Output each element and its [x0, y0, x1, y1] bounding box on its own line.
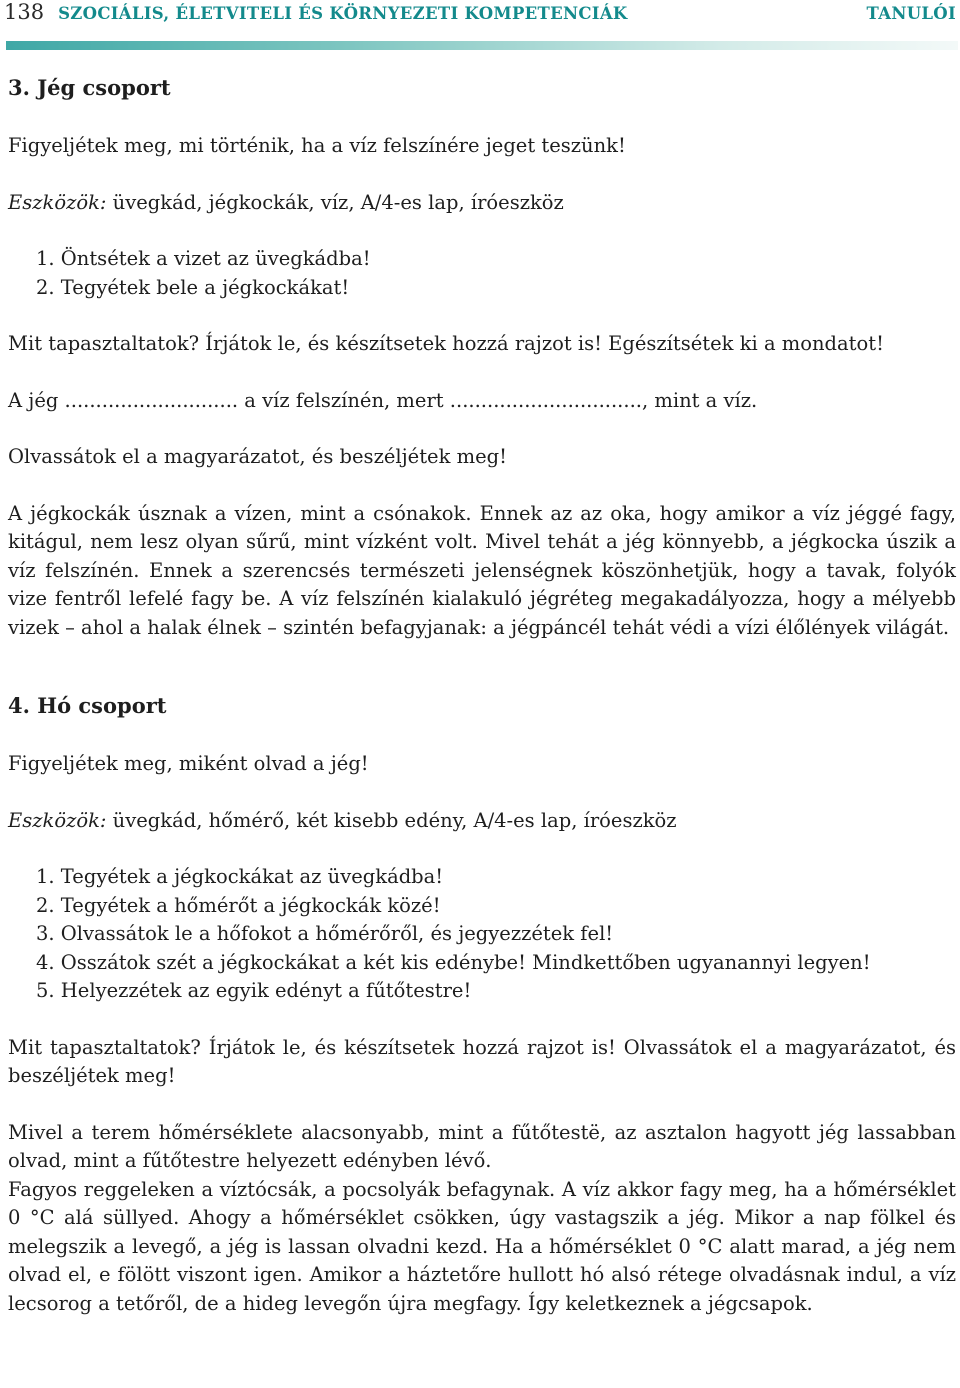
section-3-explanation: A jégkockák úsznak a vízen, mint a csónakok. Ennek az az oka, hogy amikor a víz jéggé fagy, kitágul, nem lesz olyan sűrű, mint vízként volt. Mivel tehát a jég könnyebb, a jégkocka úszik a víz felszínén. Ennek a szerencsés természeti jelenségnek köszönhetjük, hogy a tavak, folyók vize fentről lefelé fagy be. A víz felszínén kialakuló jégréteg megakadályozza, hogy a mélyebb vizek – ahol a halak élnek – szintén befagyjanak: a jégpáncél tehát védi a vízi élőlények világát. — [8, 501, 956, 639]
section-3-question: Mit tapasztaltatok? Írjátok le, és készítsetek hozzá rajzot is! Egészítsétek ki a mondatot! — [8, 332, 884, 355]
list-item: 2. Tegyétek bele a jégkockákat! — [36, 275, 350, 299]
section-4-tools — [8, 807, 956, 836]
fill-in-sentence: A jég ............................ a víz felszínén, mert ..............................., mint a víz. — [8, 388, 758, 412]
page-content — [8, 72, 956, 1318]
tools-label: Eszközök: — [8, 190, 107, 214]
list-item: 3. Olvassátok le a hőfokot a hőmérőről, és jegyezzétek fel! — [36, 922, 614, 945]
page-header — [0, 0, 960, 30]
section-4-explanation-1: Mivel a terem hőmérséklete alacsonyabb, mint a fűtőtestё, az asztalon hagyott jég lassabban olvad, mint a fűtőtestre helyezett edényben lévő. — [8, 1120, 956, 1172]
header-rule — [6, 41, 958, 50]
page-number: 138 — [4, 0, 45, 24]
section-3-intro: Figyeljétek meg, mi történik, ha a víz felszínére jeget teszünk! — [8, 134, 626, 157]
section-4-intro: Figyeljétek meg, miként olvad a jég! — [8, 752, 369, 775]
tools-label: Eszközök: — [8, 808, 107, 832]
section-4-explanation-2: Fagyos reggeleken a víztócsák, a pocsolyák befagynak. A víz akkor fagy meg, ha a hőmérséklet 0 °C alá süllyed. Ahogy a hőmérséklet csökken, úgy vastagszik a jég. Mikor a nap fölkel és melegszik a levegő, a jég is lassan olvadni kezd. Ha a hőmérséklet 0 °C alatt marad, a jég nem olvad el, e fölött viszont igen. Amikor a háztetőre hullott hó alsó rétege olvadásnak indul, a víz lecsorog a tetőről, de a hideg levegőn újra megfagy. Így keletkeznek a jégcsapok. — [8, 1177, 956, 1315]
section-3-tools — [8, 189, 956, 218]
list-item: 5. Helyezzétek az egyik edényt a fűtőtestre! — [36, 979, 472, 1002]
audience-label: TANULÓI — [866, 4, 956, 23]
list-item: 1. Öntsétek a vizet az üvegkádba! — [36, 247, 371, 270]
header-left — [4, 0, 628, 24]
list-item: 2. Tegyétek a hőmérőt a jégkockák közé! — [36, 893, 441, 917]
section-3-title: 3. Jég csoport — [8, 75, 171, 100]
section-4-title: 4. Hó csoport — [8, 693, 167, 718]
tools-text: üvegkád, hőmérő, két kisebb edény, A/4-es lap, íróeszköz — [106, 808, 677, 832]
section-4-question: Mit tapasztaltatok? Írjátok le, és készítsetek hozzá rajzot is! Olvassátok el a magyarázatot, és beszéljétek meg! — [8, 1035, 956, 1087]
tools-text: üvegkád, jégkockák, víz, A/4-es lap, íróeszköz — [106, 190, 564, 214]
chapter-title: SZOCIÁLIS, ÉLETVITELI ÉS KÖRNYEZETI KOMPETENCIÁK — [58, 4, 628, 23]
list-item: 1. Tegyétek a jégkockákat az üvegkádba! — [36, 865, 444, 888]
list-item: 4. Osszátok szét a jégkockákat a két kis edénybe! Mindkettőben ugyanannyi legyen! — [36, 950, 871, 974]
section-3-read-prompt: Olvassátok el a magyarázatot, és beszéljétek meg! — [8, 445, 507, 468]
section-4-steps — [8, 863, 956, 1006]
section-3-steps — [8, 245, 956, 302]
